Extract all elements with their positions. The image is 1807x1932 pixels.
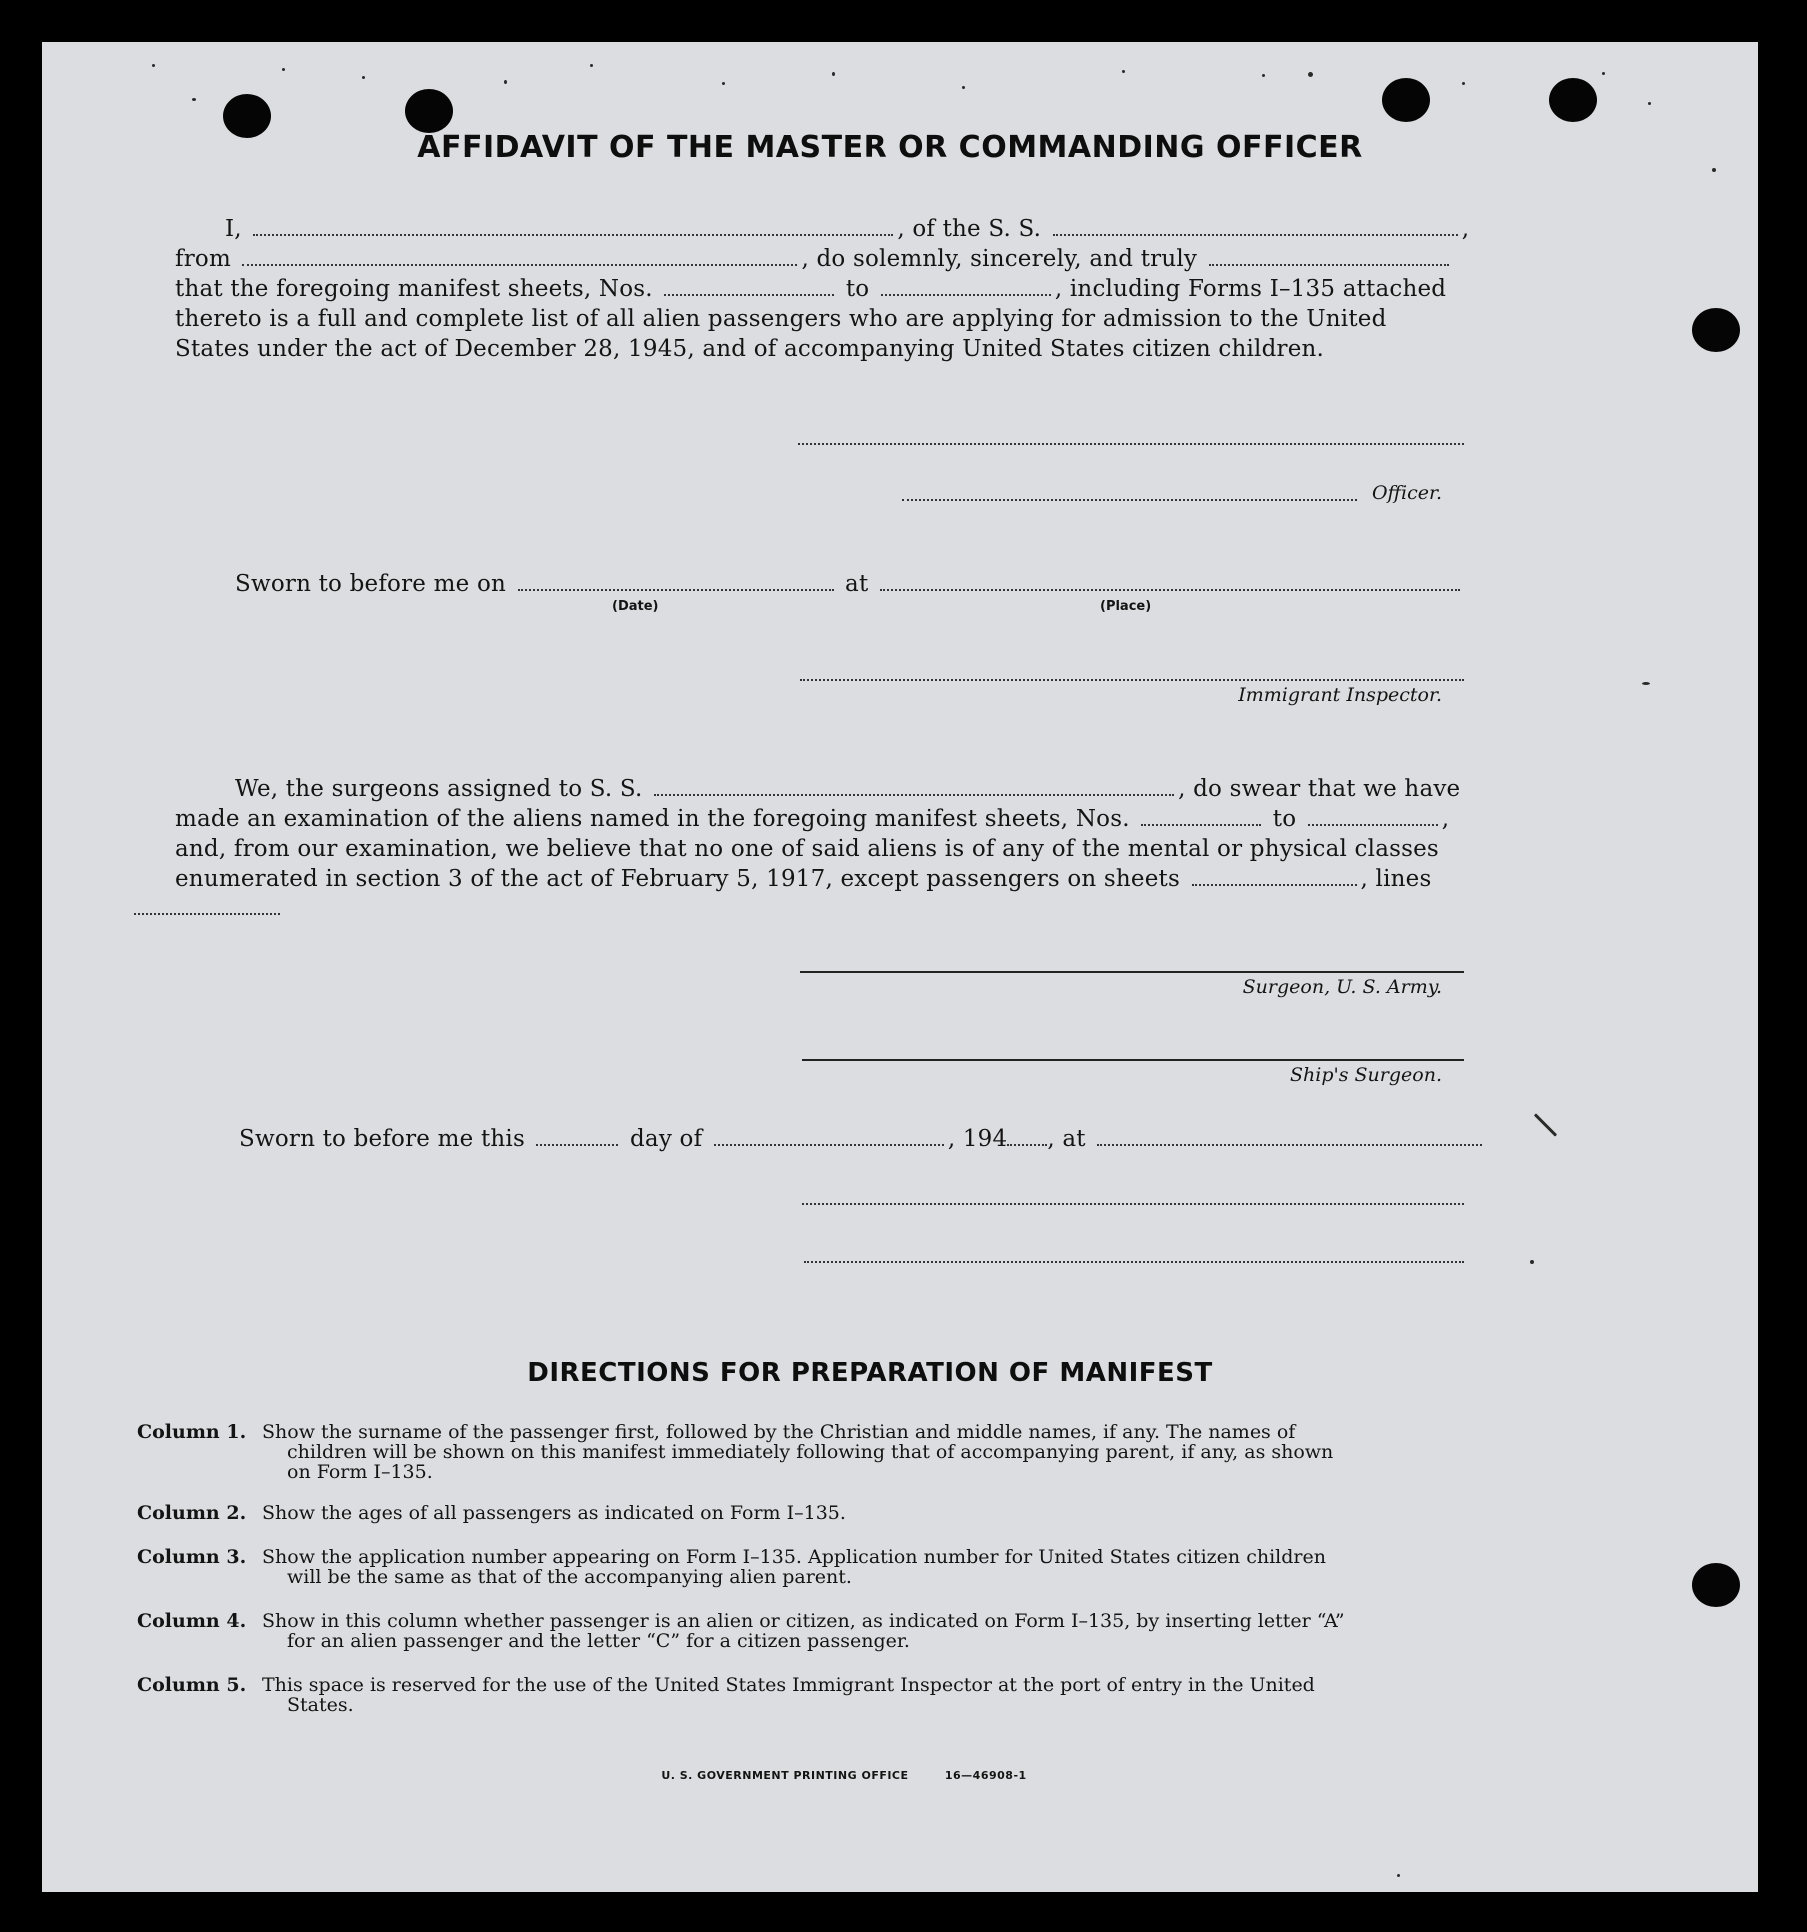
exam-to-field[interactable]: [1308, 824, 1438, 826]
punch-hole: [1549, 78, 1597, 122]
sworn-date-field[interactable]: [518, 589, 834, 591]
place-caption: (Place): [1100, 599, 1152, 614]
sworn-location-field[interactable]: [1097, 1144, 1482, 1146]
manifest-from-field[interactable]: [664, 294, 834, 296]
paragraph2-line3: and, from our examination, we believe that no one of said aliens is of any of the mental or physical classes: [175, 836, 1439, 862]
punch-hole: [405, 89, 453, 133]
officer-signature-line[interactable]: [902, 499, 1357, 501]
p1-i: I,: [225, 216, 242, 242]
except-sheets-field[interactable]: [1192, 884, 1357, 886]
ship-surgeon-signature-line[interactable]: [802, 1059, 1464, 1061]
date-caption: (Date): [612, 599, 659, 614]
lines-field[interactable]: [134, 913, 280, 915]
ship-name-field[interactable]: [1053, 234, 1458, 236]
paragraph1-line4: thereto is a full and complete list of all alien passengers who are applying for admission to the United: [175, 306, 1387, 332]
paragraph1-line3: that the foregoing manifest sheets, Nos. to , including Forms I–135 attached: [175, 276, 1447, 302]
ship-surgeon-label: Ship's Surgeon.: [1290, 1064, 1442, 1086]
sworn-place-field[interactable]: [880, 589, 1460, 591]
sworn-month-field[interactable]: [714, 1144, 944, 1146]
inspector-label: Immigrant Inspector.: [1238, 684, 1442, 706]
sworn-year-field[interactable]: [1007, 1144, 1047, 1146]
punch-hole: [1692, 308, 1740, 352]
truly-field[interactable]: [1209, 264, 1449, 266]
army-surgeon-signature-line[interactable]: [800, 971, 1464, 973]
sworn-day-field[interactable]: [536, 1144, 618, 1146]
paragraph2-line2: made an examination of the aliens named in the foregoing manifest sheets, Nos. to ,: [175, 806, 1450, 832]
surgeon-ship-field[interactable]: [654, 794, 1174, 796]
officer-label: Officer.: [1371, 482, 1442, 504]
manifest-to-field[interactable]: [881, 294, 1051, 296]
witness-signature-line-1[interactable]: [802, 1203, 1464, 1205]
paragraph2-line1: We, the surgeons assigned to S. S. , do swear that we have: [235, 776, 1461, 802]
printer-name: U. S. GOVERNMENT PRINTING OFFICE: [661, 1769, 909, 1782]
master-signature-line[interactable]: [798, 443, 1464, 445]
inspector-signature-line[interactable]: [800, 679, 1464, 681]
paragraph1-line5: States under the act of December 28, 1945, and of accompanying United States citizen children.: [175, 336, 1325, 362]
army-surgeon-label: Surgeon, U. S. Army.: [1242, 976, 1442, 998]
sworn-line-1: Sworn to before me on at: [175, 569, 1505, 599]
paragraph2-line4: enumerated in section 3 of the act of February 5, 1917, except passengers on sheets , lines: [175, 866, 1432, 892]
paragraph1-line1: I, , of the S. S. ,: [175, 214, 1505, 244]
printer-footer: [0, 1769, 1758, 1782]
punch-hole: [1692, 1563, 1740, 1607]
paragraph1-line2: from , do solemnly, sincerely, and truly: [175, 244, 1505, 274]
affidavit-title: AFFIDAVIT OF THE MASTER OR COMMANDING OFFICER: [417, 130, 1363, 165]
punch-hole: [1382, 78, 1430, 122]
sworn-line-2: Sworn to before me this day of , 194 , at: [175, 1124, 1505, 1154]
from-field[interactable]: [242, 264, 797, 266]
witness-signature-line-2[interactable]: [804, 1261, 1464, 1263]
exam-from-field[interactable]: [1141, 824, 1261, 826]
form-code: 16—46908-1: [944, 1769, 1027, 1782]
form-sheet: AFFIDAVIT OF THE MASTER OR COMMANDING OFFICER I, , of the S. S. , from , do solemnly, sincerely, and truly that the foregoing manifest sheets, Nos. to , including Forms I–135 attached thereto is a full and complete list of all alien passengers who are applying for admission to the United States under the act of December 28, 1945, and of accompanying United States citizen children. Officer. Sworn to before me on at (Date) (Place) Immigrant Inspector. We, the surgeons assigned to S. S. , do swear that we have made an examination of the aliens named in the foregoing manifest sheets, Nos. to , and, from our examination, we believe that no one of said aliens is of any of the mental or physical classes enumerated in section 3 of the act of February 5, 1917, except passengers on sheets , lines Surgeon, U. S. Army. Ship's Surgeon. Sworn to before me this day of , 194 , at DIRECTIONS FOR PREPARATION OF MANIFEST Column 1. Show the surname of the passenger first, followed by the Christian and middle names, if any. The names of children will be shown on this manifest immediately following that of accompanying parent, if any, as shown on Form I–135. Column 2. Show the ages of all passengers as indicated on Form I–135. Column 3. Show the application number appearing on Form I–135. Application number for United States citizen children will be the same as that of the accompanying alien parent. Column 4. Show in this column whether passenger is an alien or citizen, as indicated on Form I–135, by inserting letter “A” for an alien passenger and the letter “C” for a citizen passenger. Column 5. This space is reserved for the use of the United States Immigrant Inspector at the port of entry in the United States. U. S. GOVERNMENT PRINTING OFFICE 16—46908-1: [42, 42, 1758, 1892]
directions-title: DIRECTIONS FOR PREPARATION OF MANIFEST: [527, 1358, 1213, 1388]
name-field[interactable]: [253, 234, 893, 236]
